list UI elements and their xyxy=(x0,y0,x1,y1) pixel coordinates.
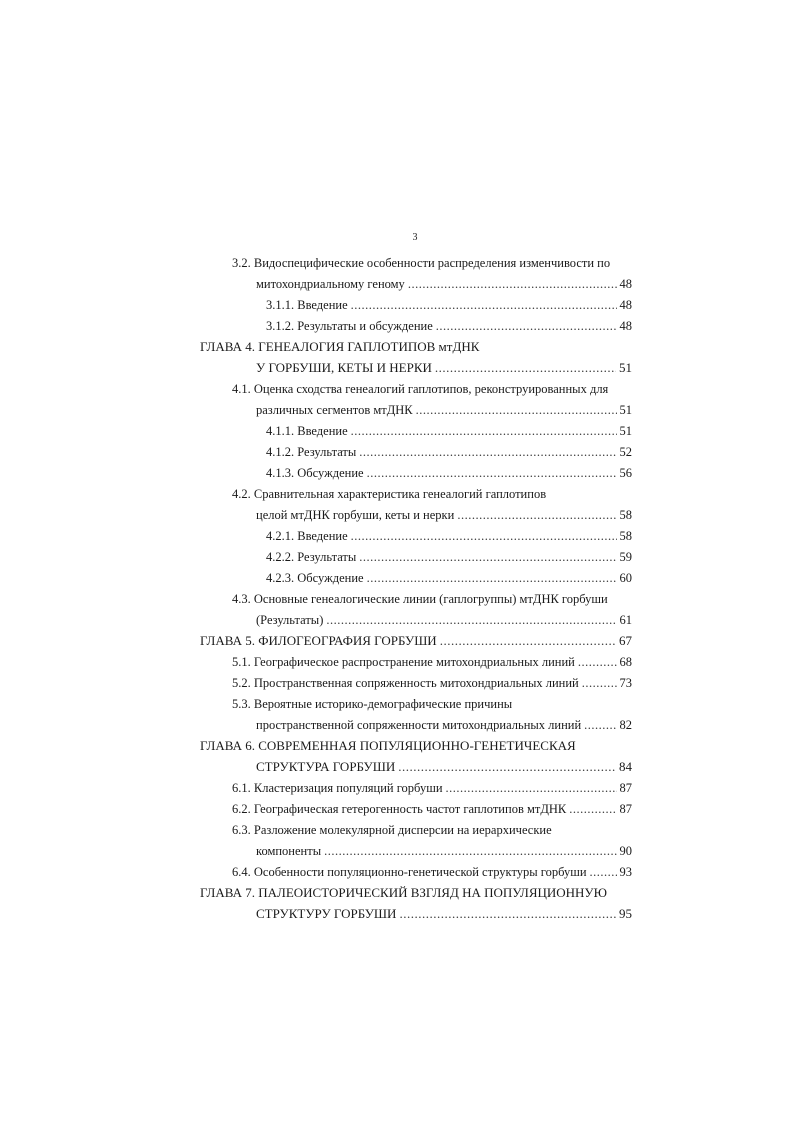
toc-entry-page: 82 xyxy=(619,718,632,732)
toc-entry-page: 51 xyxy=(619,360,632,375)
toc-entry-text: ГЛАВА 4. ГЕНЕАЛОГИЯ ГАПЛОТИПОВ мтДНК xyxy=(200,339,480,354)
leader-dots xyxy=(446,779,617,797)
toc-entry-text: СТРУКТУРУ ГОРБУШИ xyxy=(256,906,397,921)
leader-dots xyxy=(351,422,617,440)
leader-dots xyxy=(440,632,616,650)
toc-entry-text: У ГОРБУШИ, КЕТЫ И НЕРКИ xyxy=(256,360,432,375)
leader-dots xyxy=(351,527,617,545)
toc-entry-text: пространственной сопряженности митохондриальных линий xyxy=(256,718,582,732)
toc-entry-text: целой мтДНК горбуши, кеты и нерки xyxy=(256,508,455,522)
toc-entry xyxy=(266,422,632,440)
toc-entry-text: ГЛАВА 7. ПАЛЕОИСТОРИЧЕСКИЙ ВЗГЛЯД НА ПОПУЛЯЦИОННУЮ xyxy=(200,885,607,900)
toc-entry-page: 51 xyxy=(619,424,632,438)
toc-entry-text: (Результаты) xyxy=(256,613,324,627)
page-number: 3 xyxy=(412,232,418,243)
toc-entry xyxy=(232,380,632,398)
toc-entry xyxy=(266,464,632,482)
toc-entry-page: 56 xyxy=(619,466,632,480)
leader-dots xyxy=(582,674,617,692)
toc-entry xyxy=(256,611,632,629)
toc-entry-page: 68 xyxy=(619,655,632,669)
toc-entry-page: 48 xyxy=(619,277,632,291)
toc-entry xyxy=(232,674,632,692)
toc-entry xyxy=(232,485,632,503)
leader-dots xyxy=(367,464,617,482)
toc-entry-text: 4.2.1. Введение xyxy=(266,529,348,543)
toc-entry-page: 58 xyxy=(619,508,632,522)
leader-dots xyxy=(408,275,617,293)
toc-entry-text: 5.3. Вероятные историко-демографические причины xyxy=(232,697,513,711)
toc-entry-text: митохондриальному геному xyxy=(256,277,405,291)
toc-entry-text: 5.1. Географическое распространение митохондриальных линий xyxy=(232,655,575,669)
toc-entry-page: 48 xyxy=(619,319,632,333)
toc-entry xyxy=(232,863,632,881)
toc-entry xyxy=(266,317,632,335)
toc-entry xyxy=(266,443,632,461)
toc-entry-text: компоненты xyxy=(256,844,322,858)
leader-dots xyxy=(359,548,616,566)
toc-chapter xyxy=(256,905,632,923)
toc-entry-text: СТРУКТУРА ГОРБУШИ xyxy=(256,759,396,774)
toc-entry-text: ГЛАВА 6. СОВРЕМЕННАЯ ПОПУЛЯЦИОННО-ГЕНЕТИЧЕСКАЯ xyxy=(200,738,576,753)
toc-chapter xyxy=(256,758,632,776)
toc-entry xyxy=(266,296,632,314)
toc-chapter xyxy=(200,632,632,650)
toc-entry xyxy=(266,569,632,587)
toc-entry-text: 3.1.1. Введение xyxy=(266,298,348,312)
toc-entry xyxy=(232,779,632,797)
leader-dots xyxy=(324,842,616,860)
toc-entry-text: 3.1.2. Результаты и обсуждение xyxy=(266,319,433,333)
toc-entry-page: 51 xyxy=(619,403,632,417)
leader-dots xyxy=(435,359,616,377)
toc-entry xyxy=(256,401,632,419)
toc-entry-page: 48 xyxy=(619,298,632,312)
toc-entry-text: 4.3. Основные генеалогические линии (гаплогруппы) мтДНК горбуши xyxy=(232,592,608,606)
toc-chapter xyxy=(200,737,632,755)
toc-entry xyxy=(232,590,632,608)
leader-dots xyxy=(416,401,617,419)
toc-entry-text: 4.2. Сравнительная характеристика генеалогий гаплотипов xyxy=(232,487,547,501)
toc-entry xyxy=(266,527,632,545)
toc-entry-text: различных сегментов мтДНК xyxy=(256,403,413,417)
toc-entry-text: 6.3. Разложение молекулярной дисперсии на иерархические xyxy=(232,823,552,837)
leader-dots xyxy=(398,758,616,776)
toc-entry xyxy=(256,275,632,293)
toc-entry-page: 84 xyxy=(619,759,632,774)
toc-entry xyxy=(266,548,632,566)
toc-entry-page: 73 xyxy=(619,676,632,690)
leader-dots xyxy=(436,317,617,335)
toc-entry-text: 6.2. Географическая гетерогенность частот гаплотипов мтДНК xyxy=(232,802,567,816)
toc-entry-page: 60 xyxy=(619,571,632,585)
toc-entry-page: 90 xyxy=(619,844,632,858)
leader-dots xyxy=(399,905,616,923)
toc-entry-page: 87 xyxy=(619,802,632,816)
toc-entry-text: ГЛАВА 5. ФИЛОГЕОГРАФИЯ ГОРБУШИ xyxy=(200,633,437,648)
toc-entry xyxy=(256,506,632,524)
toc-entry-text: 6.4. Особенности популяционно-генетической структуры горбуши xyxy=(232,865,587,879)
toc-entry xyxy=(232,800,632,818)
toc-chapter xyxy=(256,359,632,377)
leader-dots xyxy=(359,443,616,461)
toc-entry-text: 3.2. Видоспецифические особенности распределения изменчивости по xyxy=(232,256,611,270)
toc-entry-page: 93 xyxy=(619,865,632,879)
toc-entry xyxy=(256,716,632,734)
toc-entry-page: 87 xyxy=(619,781,632,795)
toc-entry-text: 5.2. Пространственная сопряженность митохондриальных линий xyxy=(232,676,579,690)
toc-entry-page: 61 xyxy=(619,613,632,627)
toc-entry-text: 4.1.3. Обсуждение xyxy=(266,466,364,480)
toc-entry-text: 4.1.2. Результаты xyxy=(266,445,357,459)
toc-entry xyxy=(232,653,632,671)
toc-entry-page: 58 xyxy=(619,529,632,543)
leader-dots xyxy=(578,653,617,671)
toc-entry xyxy=(232,254,632,272)
toc-entry xyxy=(232,821,632,839)
leader-dots xyxy=(326,611,616,629)
toc-entry xyxy=(256,842,632,860)
toc-chapter xyxy=(200,884,632,902)
leader-dots xyxy=(351,296,617,314)
toc-entry-text: 4.1.1. Введение xyxy=(266,424,348,438)
toc-entry xyxy=(232,695,632,713)
toc-entry-text: 4.2.3. Обсуждение xyxy=(266,571,364,585)
toc-entry-text: 6.1. Кластеризация популяций горбуши xyxy=(232,781,443,795)
leader-dots xyxy=(590,863,617,881)
leader-dots xyxy=(457,506,616,524)
toc-entry-page: 67 xyxy=(619,633,632,648)
leader-dots xyxy=(569,800,616,818)
leader-dots xyxy=(584,716,616,734)
toc-chapter xyxy=(200,338,632,356)
toc-entry-page: 59 xyxy=(619,550,632,564)
toc-entry-text: 4.1. Оценка сходства генеалогий гаплотипов, реконструированных для xyxy=(232,382,609,396)
leader-dots xyxy=(367,569,617,587)
toc-entry-text: 4.2.2. Результаты xyxy=(266,550,357,564)
toc-entry-page: 95 xyxy=(619,906,632,921)
toc-entry-page: 52 xyxy=(619,445,632,459)
